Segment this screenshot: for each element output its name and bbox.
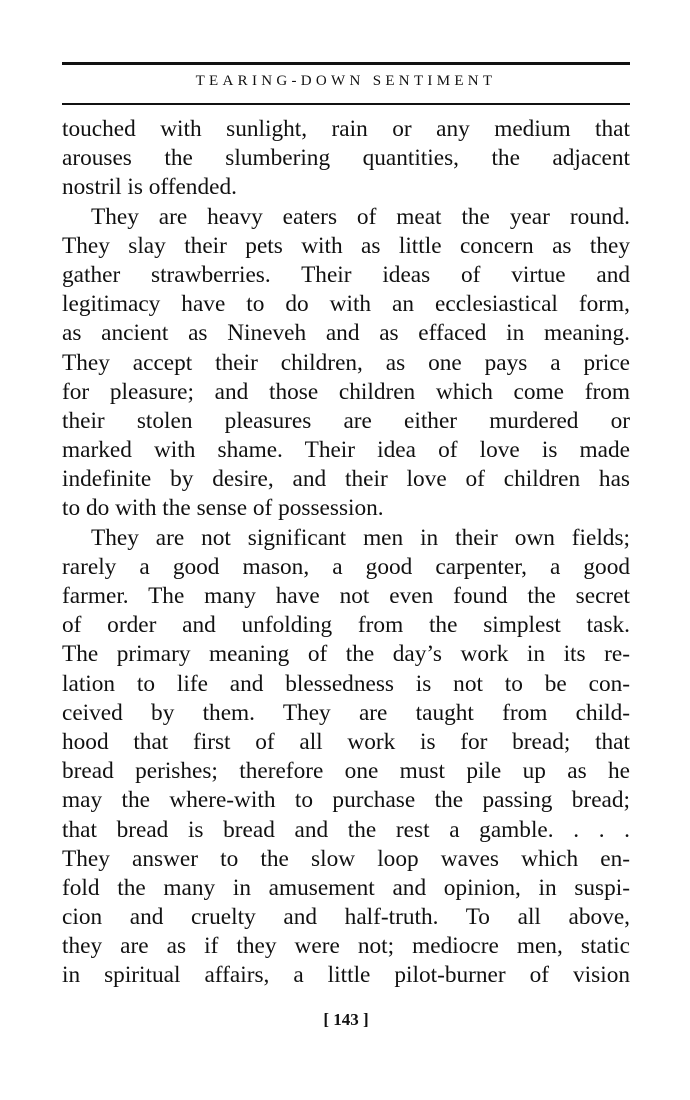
page-number: [ 143 ]: [323, 1010, 369, 1029]
text-line: as ancient as Nineveh and as effaced in meaning.: [62, 320, 630, 347]
text-line: gather strawberries. Their ideas of virtue and: [62, 261, 630, 288]
text-line: They accept their children, as one pays a price: [62, 349, 630, 376]
text-line: to do with the sense of possession.: [62, 495, 384, 522]
text-line: indefinite by desire, and their love of children has: [62, 466, 630, 493]
text-line: of order and unfolding from the simplest task.: [62, 612, 630, 639]
text-line: hood that first of all work is for bread; that: [62, 728, 630, 755]
text-line: arouses the slumbering quantities, the adjacent: [62, 145, 630, 172]
text-line: in spiritual affairs, a little pilot-burner of vision: [62, 962, 630, 989]
header-rule-bottom: [62, 103, 630, 105]
text-line: farmer. The many have not even found the secret: [62, 583, 630, 609]
text-line: marked with shame. Their idea of love is made: [62, 437, 630, 464]
text-line: lation to life and blessedness is not to be con-: [62, 670, 630, 697]
text-line: legitimacy have to do with an ecclesiastical form,: [62, 291, 630, 318]
text-line: nostril is offended.: [62, 174, 237, 201]
text-line: for pleasure; and those children which come from: [62, 378, 630, 405]
text-line: cion and cruelty and half-truth. To all above,: [62, 904, 630, 931]
text-line: They answer to the slow loop waves which en-: [62, 845, 630, 872]
running-head: TEARING-DOWN SENTIMENT: [195, 73, 497, 89]
header-rule-top: [62, 62, 630, 65]
text-line: their stolen pleasures are either murdered or: [62, 407, 630, 434]
text-line: touched with sunlight, rain or any medium that: [62, 116, 630, 142]
body-text: [62, 115, 630, 991]
text-line: they are as if they were not; mediocre men, static: [62, 933, 630, 960]
text-line: rarely a good mason, a good carpenter, a good: [62, 553, 630, 580]
text-line: They slay their pets with as little concern as they: [62, 232, 630, 259]
text-line: They are not significant men in their own fields;: [91, 524, 630, 551]
text-line: bread perishes; therefore one must pile up as he: [62, 758, 630, 785]
text-line: They are heavy eaters of meat the year round.: [91, 203, 630, 230]
text-line: ceived by them. They are taught from child-: [62, 699, 630, 726]
text-line: fold the many in amusement and opinion, in suspi-: [62, 874, 630, 901]
text-line: The primary meaning of the day’s work in its re-: [62, 641, 630, 668]
text-line: may the where-with to purchase the passing bread;: [62, 787, 630, 814]
text-line: that bread is bread and the rest a gamble. . . .: [62, 816, 630, 843]
